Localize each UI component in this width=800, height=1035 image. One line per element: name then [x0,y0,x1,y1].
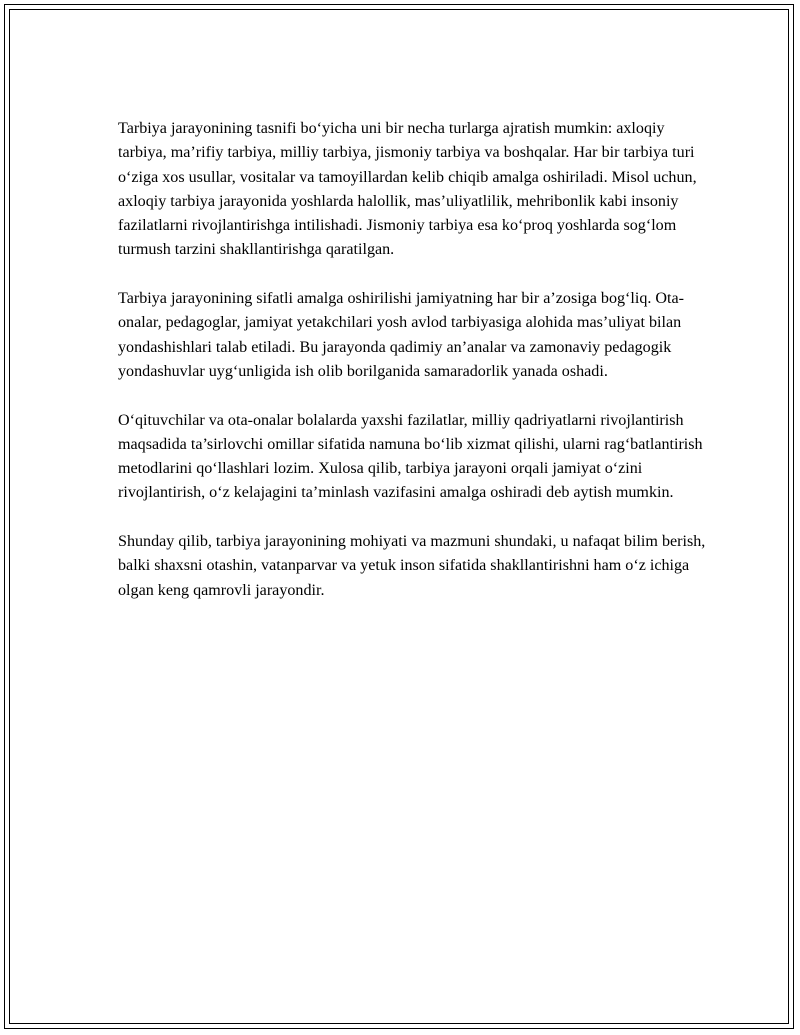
paragraph-4: Shunday qilib, tarbiya jarayonining mohiyati va mazmuni shundaki, u nafaqat bilim berish, balki shaxsni otashin, vatanparvar va yetuk inson sifatida shakllantirishni ham o‘z ichiga olgan keng qamrovli jarayondir. [118,533,706,599]
paragraph-1: Tarbiya jarayonining tasnifi bo‘yicha uni bir necha turlarga ajratish mumkin: axloqiy tarbiya, ma’rifiy tarbiya, milliy tarbiya, jismoniy tarbiya va boshqalar. Har bir tarbiya turi o‘ziga xos usullar, vositalar va tamoyillardan kelib chiqib amalga oshiriladi. Misol uchun, axloqiy tarbiya jarayonida yoshlarda halollik, mas’uliyatlilik, mehribonlik kabi insoniy fazilatlarni rivojlantirishga intilishadi. Jismoniy tarbiya esa ko‘proq yoshlarda sog‘lom turmush tarzini shakllantirishga qaratilgan. [118,120,697,259]
paragraph-3: O‘qituvchilar va ota-onalar bolalarda yaxshi fazilatlar, milliy qadriyatlarni rivojlantirish maqsadida ta’sirlovchi omillar sifatida namuna bo‘lib xizmat qilishi, ularni rag‘batlantirish metodlarini qo‘llashlari lozim. Xulosa qilib, tarbiya jarayoni orqali jamiyat o‘zini rivojlantirish, o‘z kelajagini ta’minlash vazifasini amalga oshiradi deb aytish mumkin. [118,411,703,502]
paragraph-2: Tarbiya jarayonining sifatli amalga oshirilishi jamiyatning har bir a’zosiga bog‘liq. Ota-onalar, pedagoglar, jamiyat yetakchilari yosh avlod tarbiyasiga alohida mas’uliyat bilan yondashishlari talab etiladi. Bu jarayonda qadimiy an’analar va zamonaviy pedagogik yondashuvlar uyg‘unligida ish olib borilganida samaradorlik yanada oshadi. [118,290,685,380]
document-body [118,117,708,627]
